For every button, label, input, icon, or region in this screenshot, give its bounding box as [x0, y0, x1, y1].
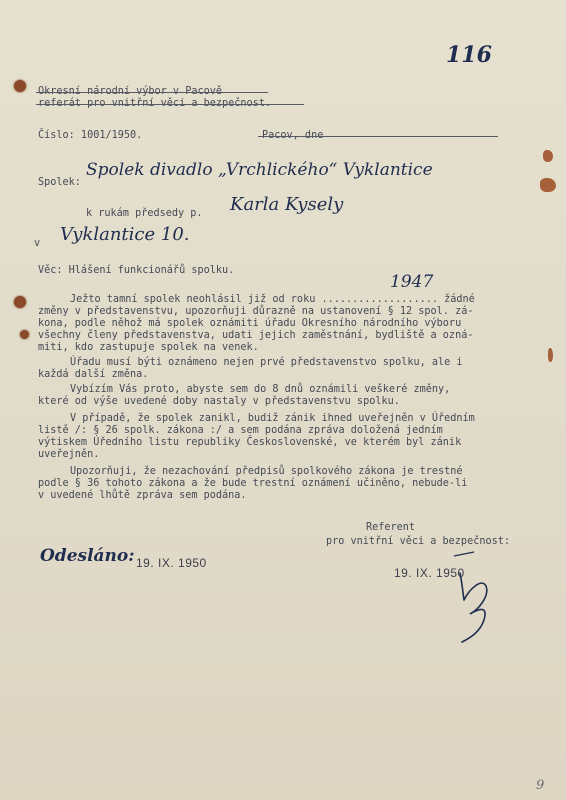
punch-hole-top: [14, 80, 26, 92]
header-strike-2: [36, 104, 304, 105]
handwritten-year: 1947: [390, 272, 434, 292]
rust-stain-3: [548, 348, 553, 362]
stamp-date: 19. IX. 1950: [394, 566, 465, 580]
paragraph-3-line-2: které od výše uvedené doby nastaly v představenstvu spolku.: [38, 396, 400, 407]
place-prefix: v: [34, 238, 41, 249]
paragraph-4-line-3: výtiskem Úředního listu republiky Československé, ve kterém byl zánik: [38, 437, 462, 448]
paragraph-2-line-2: každá další změna.: [38, 369, 149, 380]
chairman-name: Karla Kysely: [230, 194, 344, 215]
reference-number: Číslo: 1001/1950.: [38, 130, 143, 141]
paragraph-4-line-2: listě /: § 26 spolk. zákona :/ a sem podána zpráva doložená jedním: [38, 425, 443, 436]
paragraph-2-line-1: Úřadu musí býti oznámeno nejen prvé představenstvo spolku, ale i: [70, 357, 463, 368]
paragraph-1-line-3: kona, podle něhož má spolek oznámiti úřadu Okresního národního výboru: [38, 318, 462, 329]
subject-line: Věc: Hlášení funkcionářů spolku.: [38, 265, 235, 276]
paragraph-1-line-2: změny v představenstvu, upozorňuji důrazně na ustanovení § 12 spol. zá-: [38, 306, 474, 317]
signature-title: Referent: [366, 522, 416, 533]
paragraph-1-line-4: všechny členy představenstva, udati jejich zaměstnání, bydliště a ozná-: [38, 330, 474, 341]
place-date-strike: [258, 136, 498, 137]
punch-hole-bottom: [20, 330, 29, 339]
header-strike-1: [36, 92, 268, 93]
signature-scribble: [440, 548, 510, 648]
k-rukam-label: k rukám předsedy p.: [86, 208, 203, 219]
paragraph-4-line-1: V případě, že spolek zanikl, budiž zánik ihned uveřejněn v Úředním: [70, 413, 475, 424]
paragraph-1-line-5: miti, kdo zastupuje spolek na venek.: [38, 342, 259, 353]
paragraph-1-line-1: Ježto tamní spolek neohlásil již od roku ................... žádné: [70, 294, 475, 305]
paragraph-5-line-2: podle § 36 tohoto zákona a že bude trestní oznámení učiněno, nebude-li: [38, 478, 468, 489]
paragraph-3-line-1: Vybízím Vás proto, abyste sem do 8 dnů oznámili veškeré změny,: [70, 384, 451, 395]
corner-mark: 9: [536, 778, 545, 793]
spolek-label: Spolek:: [38, 177, 81, 188]
paragraph-5-line-1: Upozorňuji, že nezachování předpisů spolkového zákona je trestné: [70, 466, 463, 477]
sent-label: Odesláno:: [40, 546, 135, 566]
rust-stain-2: [540, 178, 556, 192]
spolek-name: Spolek divadlo „Vrchlického“ Vyklantice: [86, 160, 433, 180]
sent-date: 19. IX. 1950: [136, 556, 207, 570]
rust-stain-1: [543, 150, 553, 162]
punch-hole-middle: [14, 296, 26, 308]
paragraph-4-line-4: uveřejněn.: [38, 449, 100, 460]
paragraph-5-line-3: v uvedené lhůtě zpráva sem podána.: [38, 490, 247, 501]
page-number: 116: [446, 42, 492, 68]
signature-department: pro vnitřní věci a bezpečnost:: [326, 536, 511, 547]
address-place: Vyklantice 10.: [60, 224, 190, 245]
